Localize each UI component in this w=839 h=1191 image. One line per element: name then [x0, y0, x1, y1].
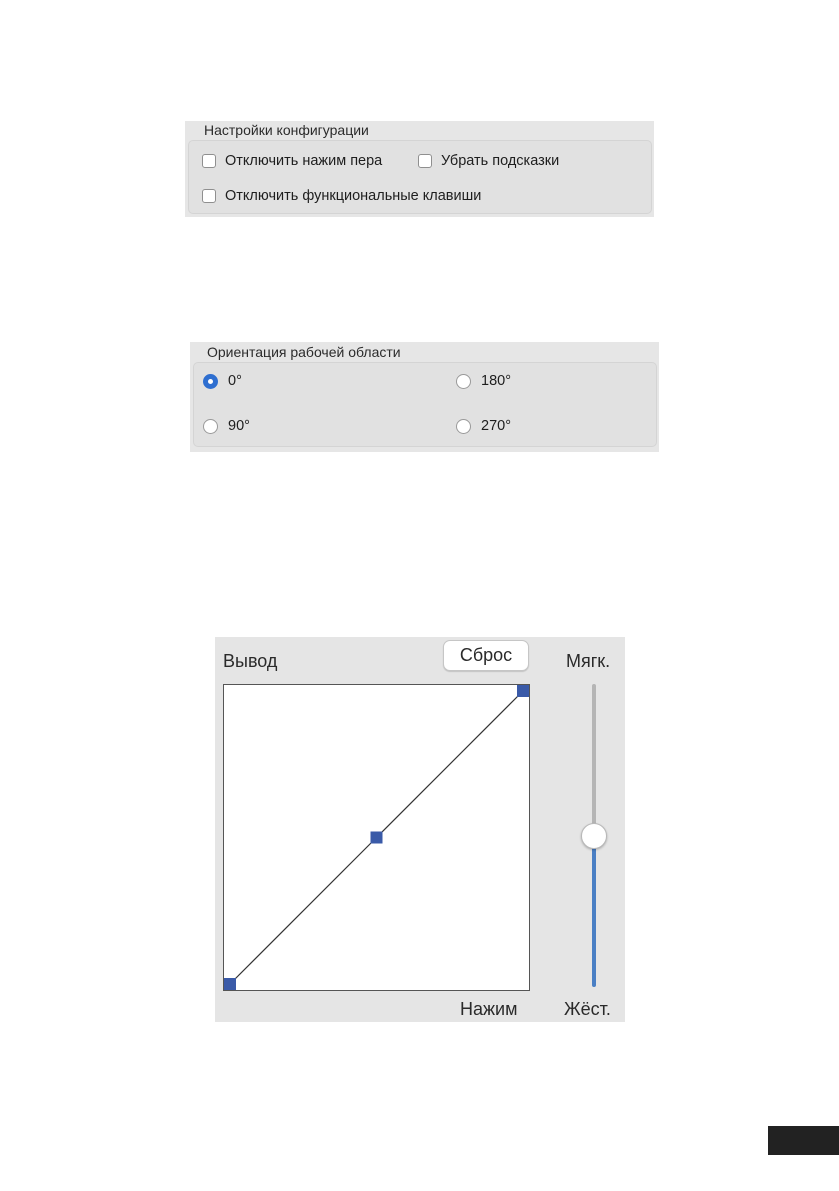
orientation-90-radio[interactable]: [203, 419, 218, 434]
disable-function-keys-checkbox[interactable]: [202, 189, 216, 203]
firmness-slider-knob[interactable]: [581, 823, 607, 849]
disable-function-keys-option[interactable]: [202, 188, 481, 204]
reset-button[interactable]: Сброс: [443, 640, 529, 671]
page-number-tab: [768, 1126, 839, 1155]
orientation-270-option[interactable]: [456, 418, 511, 434]
disable-pen-pressure-checkbox[interactable]: [202, 154, 216, 168]
disable-function-keys-label: Отключить функциональные клавиши: [225, 188, 482, 204]
input-label: Нажим: [460, 999, 518, 1019]
orientation-options-box: [193, 362, 657, 447]
hard-label: Жёст.: [564, 999, 611, 1019]
hide-tooltips-checkbox[interactable]: [418, 154, 432, 168]
orientation-90-label: 90°: [228, 418, 250, 434]
config-title: Настройки конфигурации: [204, 122, 369, 138]
config-panel: [185, 121, 654, 217]
soft-label: Мягк.: [566, 651, 611, 671]
orientation-180-radio[interactable]: [456, 374, 471, 389]
pressure-curve-graph[interactable]: [223, 684, 530, 991]
curve-control-point-2[interactable]: [517, 685, 529, 697]
disable-pen-pressure-option[interactable]: [202, 153, 382, 169]
disable-pen-pressure-label: Отключить нажим пера: [225, 153, 383, 169]
orientation-0-label: 0°: [228, 373, 242, 389]
orientation-title: Ориентация рабочей области: [207, 344, 401, 360]
orientation-0-radio[interactable]: [203, 374, 218, 389]
orientation-0-option[interactable]: [203, 373, 242, 389]
orientation-90-option[interactable]: [203, 418, 250, 434]
firmness-slider-fill[interactable]: [592, 836, 596, 988]
orientation-180-label: 180°: [481, 373, 511, 389]
orientation-270-label: 270°: [481, 418, 511, 434]
hide-tooltips-option[interactable]: [418, 153, 559, 169]
pressure-curve-svg[interactable]: [224, 685, 529, 990]
firmness-slider-track[interactable]: [592, 684, 596, 836]
output-label: Вывод: [223, 651, 278, 671]
curve-control-point-1[interactable]: [371, 832, 383, 844]
orientation-180-option[interactable]: [456, 373, 511, 389]
orientation-270-radio[interactable]: [456, 419, 471, 434]
curve-control-point-0[interactable]: [224, 978, 236, 990]
orientation-panel: [190, 342, 659, 452]
hide-tooltips-label: Убрать подсказки: [441, 153, 560, 169]
pressure-curve-panel: [215, 637, 625, 1022]
